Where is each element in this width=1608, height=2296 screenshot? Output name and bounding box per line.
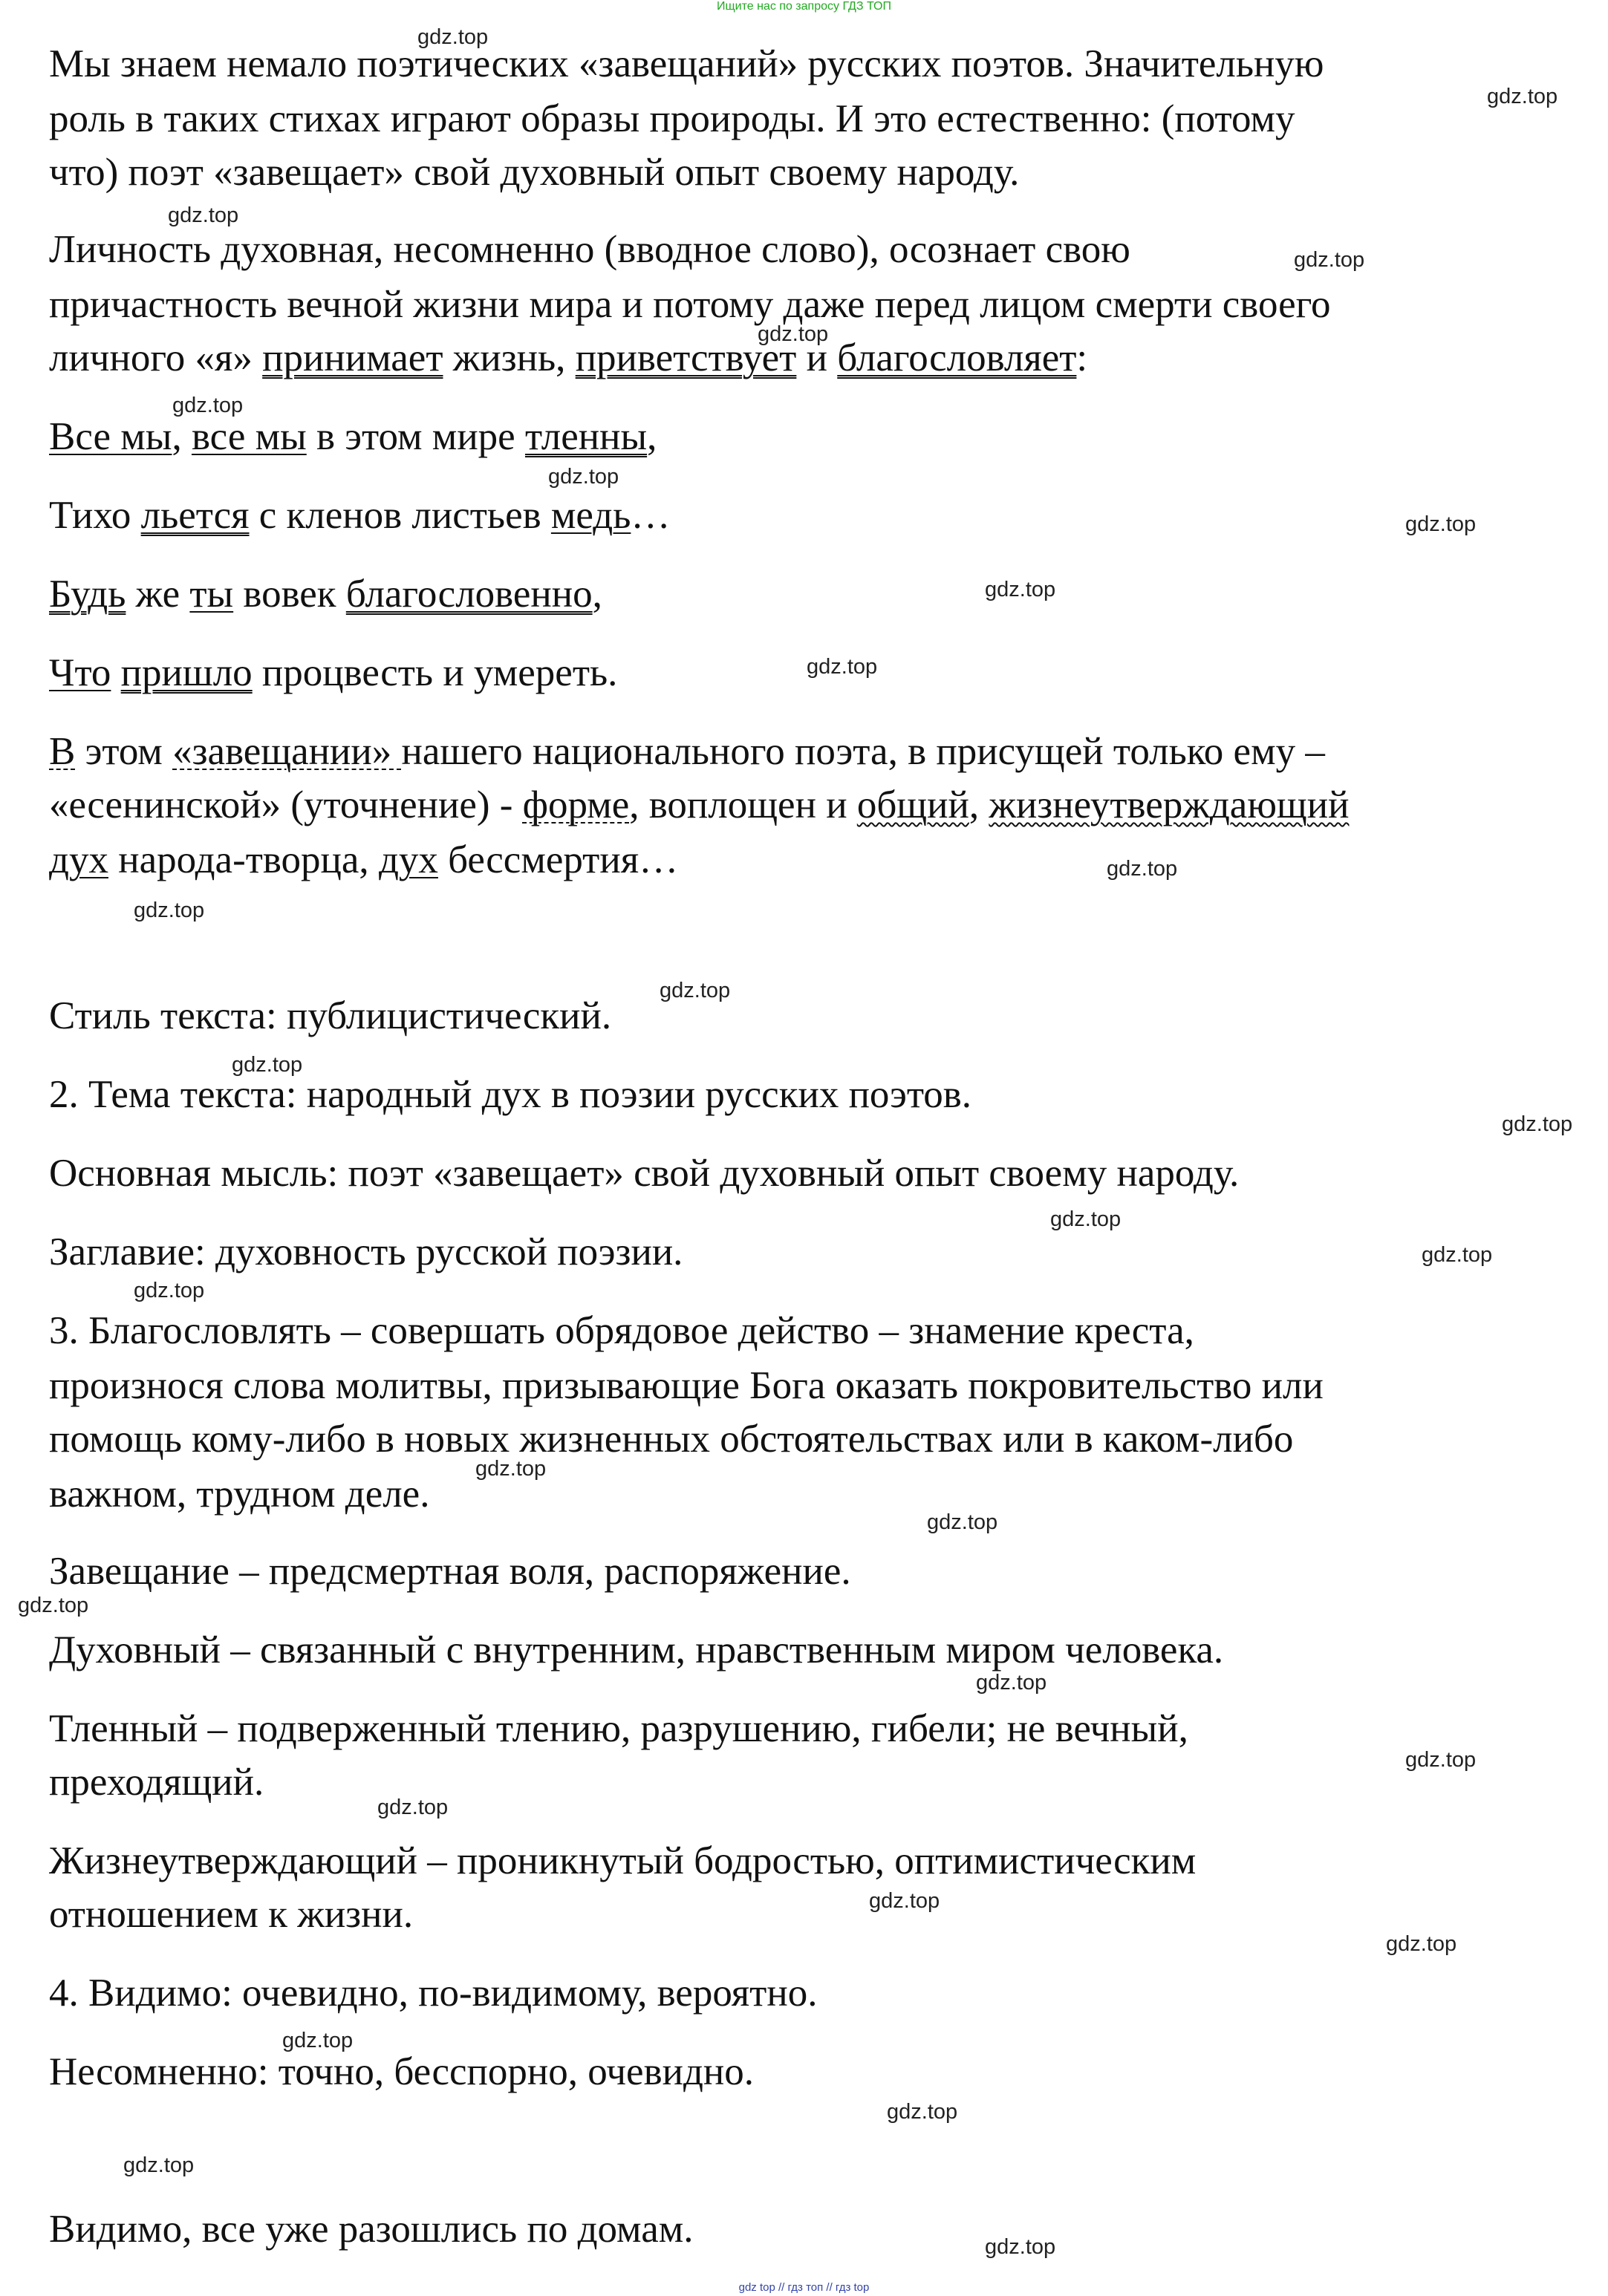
subject-copper: медь bbox=[550, 494, 631, 537]
footer-links[interactable]: gdz top // гдз топ // гдз top bbox=[738, 2281, 870, 2294]
subject-1: Все мы bbox=[49, 415, 172, 458]
watermark: gdz.top bbox=[1050, 1207, 1122, 1231]
watermark: gdz.top bbox=[417, 25, 489, 49]
watermark: gdz.top bbox=[377, 1796, 449, 1819]
attribute-common: общий bbox=[856, 783, 969, 826]
definition-blessing-line-2: произнося слова молитвы, призывающие Бога оказать покровительство или bbox=[49, 1364, 1324, 1407]
watermark: gdz.top bbox=[985, 2235, 1056, 2259]
synonyms-apparently: 4. Видимо: очевидно, по-видимому, вероятно. bbox=[49, 1972, 818, 2015]
definition-spiritual: Духовный – связанный с внутренним, нравственным миром человека. bbox=[49, 1628, 1224, 1672]
watermark: gdz.top bbox=[1107, 857, 1178, 881]
example-sentence: Видимо, все уже разошлись по домам. bbox=[49, 2208, 694, 2251]
paragraph-1-line-1: Мы знаем немало поэтических «завещаний» русских поэтов. Значительную bbox=[49, 42, 1324, 85]
paragraph-1-line-2: роль в таких стихах играют образы проироды. И это естественно: (потому bbox=[49, 97, 1295, 140]
paragraph-1-line-3: что) поэт «завещает» свой духовный опыт своему народу. bbox=[49, 151, 1020, 194]
subject-spirit-2: дух bbox=[378, 838, 438, 881]
watermark: gdz.top bbox=[134, 898, 205, 922]
definition-life-affirming-line-2: отношением к жизни. bbox=[49, 1893, 414, 1936]
attribute-life-affirming: жизнеутверждающий bbox=[989, 783, 1350, 826]
watermark: gdz.top bbox=[168, 203, 239, 227]
definition-life-affirming-line-1: Жизнеутверждающий – проникнутый бодростью, оптимистическим bbox=[49, 1839, 1197, 1882]
subject-spirit-1: дух bbox=[49, 838, 108, 881]
subject-2: все мы bbox=[191, 415, 307, 458]
predicate-perishable: тленны bbox=[524, 415, 648, 458]
predicate-came: пришло bbox=[120, 651, 253, 694]
subject-that: Что bbox=[49, 651, 111, 694]
watermark: gdz.top bbox=[807, 655, 878, 679]
predicate-blessed: благословенно bbox=[345, 573, 593, 616]
answer-title: Заглавие: духовность русской поэзии. bbox=[49, 1230, 683, 1273]
answer-style: Стиль текста: публицистический. bbox=[49, 994, 612, 1037]
definition-perishable-line-1: Тленный – подверженный тлению, разрушению, гибели; не вечный, bbox=[49, 1707, 1188, 1750]
answer-main-idea: Основная мысль: поэт «завещает» свой духовный опыт своему народу. bbox=[49, 1152, 1240, 1195]
paragraph-3-line-2: «есенинской» (уточнение) - форме, воплощен и общий, жизнеутверждающий bbox=[49, 783, 1350, 826]
predicate-be: Будь bbox=[49, 573, 126, 616]
predicate-accepts: принимает bbox=[262, 336, 443, 379]
watermark: gdz.top bbox=[1294, 248, 1365, 272]
poem-line-1: Все мы, все мы в этом мире тленны, bbox=[49, 415, 657, 458]
watermark: gdz.top bbox=[172, 394, 244, 417]
search-banner[interactable]: Ищите нас по запросу ГДЗ ТОП bbox=[717, 0, 891, 13]
circumstance-testament: «завещании» bbox=[172, 730, 402, 773]
watermark: gdz.top bbox=[232, 1053, 303, 1077]
watermark: gdz.top bbox=[1386, 1932, 1457, 1956]
watermark: gdz.top bbox=[887, 2100, 958, 2124]
predicate-blesses: благословляет bbox=[837, 336, 1077, 379]
watermark: gdz.top bbox=[927, 1510, 998, 1534]
watermark: gdz.top bbox=[282, 2029, 354, 2052]
watermark: gdz.top bbox=[976, 1671, 1047, 1695]
answer-theme: 2. Тема текста: народный дух в поэзии русских поэтов. bbox=[49, 1073, 972, 1116]
predicate-greets: приветствует bbox=[575, 336, 797, 379]
watermark: gdz.top bbox=[1405, 512, 1477, 536]
watermark: gdz.top bbox=[758, 322, 829, 346]
paragraph-2-line-3: личного «я» принимает жизнь, приветствует и благословляет: bbox=[49, 336, 1088, 379]
poem-line-2: Тихо льется с кленов листьев медь… bbox=[49, 494, 671, 537]
watermark: gdz.top bbox=[1487, 85, 1558, 108]
watermark: gdz.top bbox=[869, 1889, 940, 1913]
subject-you: ты bbox=[189, 573, 234, 616]
synonyms-undoubtedly: Несомненно: точно, бесспорно, очевидно. bbox=[49, 2050, 755, 2093]
watermark: gdz.top bbox=[1422, 1243, 1493, 1267]
watermark: gdz.top bbox=[475, 1457, 547, 1481]
poem-line-4: Что пришло процвесть и умереть. bbox=[49, 651, 618, 694]
circumstance-form: форме bbox=[522, 783, 630, 826]
paragraph-2-line-2: причастность вечной жизни мира и потому даже перед лицом смерти своего bbox=[49, 283, 1331, 326]
watermark: gdz.top bbox=[985, 578, 1056, 601]
paragraph-2-line-1: Личность духовная, несомненно (вводное слово), осознает свою bbox=[49, 228, 1130, 271]
poem-line-3: Будь же ты вовек благословенно, bbox=[49, 573, 602, 616]
definition-perishable-line-2: преходящий. bbox=[49, 1761, 264, 1804]
watermark: gdz.top bbox=[18, 1594, 89, 1617]
paragraph-3-line-1: В этом «завещании» нашего национального поэта, в присущей только ему – bbox=[49, 730, 1325, 773]
definition-blessing-line-4: важном, трудном деле. bbox=[49, 1472, 430, 1516]
definition-blessing-line-1: 3. Благословлять – совершать обрядовое действо – знамение креста, bbox=[49, 1309, 1194, 1352]
watermark: gdz.top bbox=[1502, 1112, 1573, 1136]
watermark: gdz.top bbox=[134, 1279, 205, 1302]
circumstance-in: В bbox=[49, 730, 76, 773]
watermark: gdz.top bbox=[1405, 1748, 1477, 1772]
paragraph-3-line-3: дух народа-творца, дух бессмертия… bbox=[49, 838, 679, 881]
watermark: gdz.top bbox=[660, 979, 731, 1002]
definition-blessing-line-3: помощь кому-либо в новых жизненных обстоятельствах или в каком-либо bbox=[49, 1418, 1294, 1461]
watermark: gdz.top bbox=[548, 465, 619, 489]
definition-testament: Завещание – предсмертная воля, распоряжение. bbox=[49, 1550, 851, 1593]
watermark: gdz.top bbox=[123, 2153, 195, 2177]
predicate-flows: льется bbox=[140, 494, 250, 537]
